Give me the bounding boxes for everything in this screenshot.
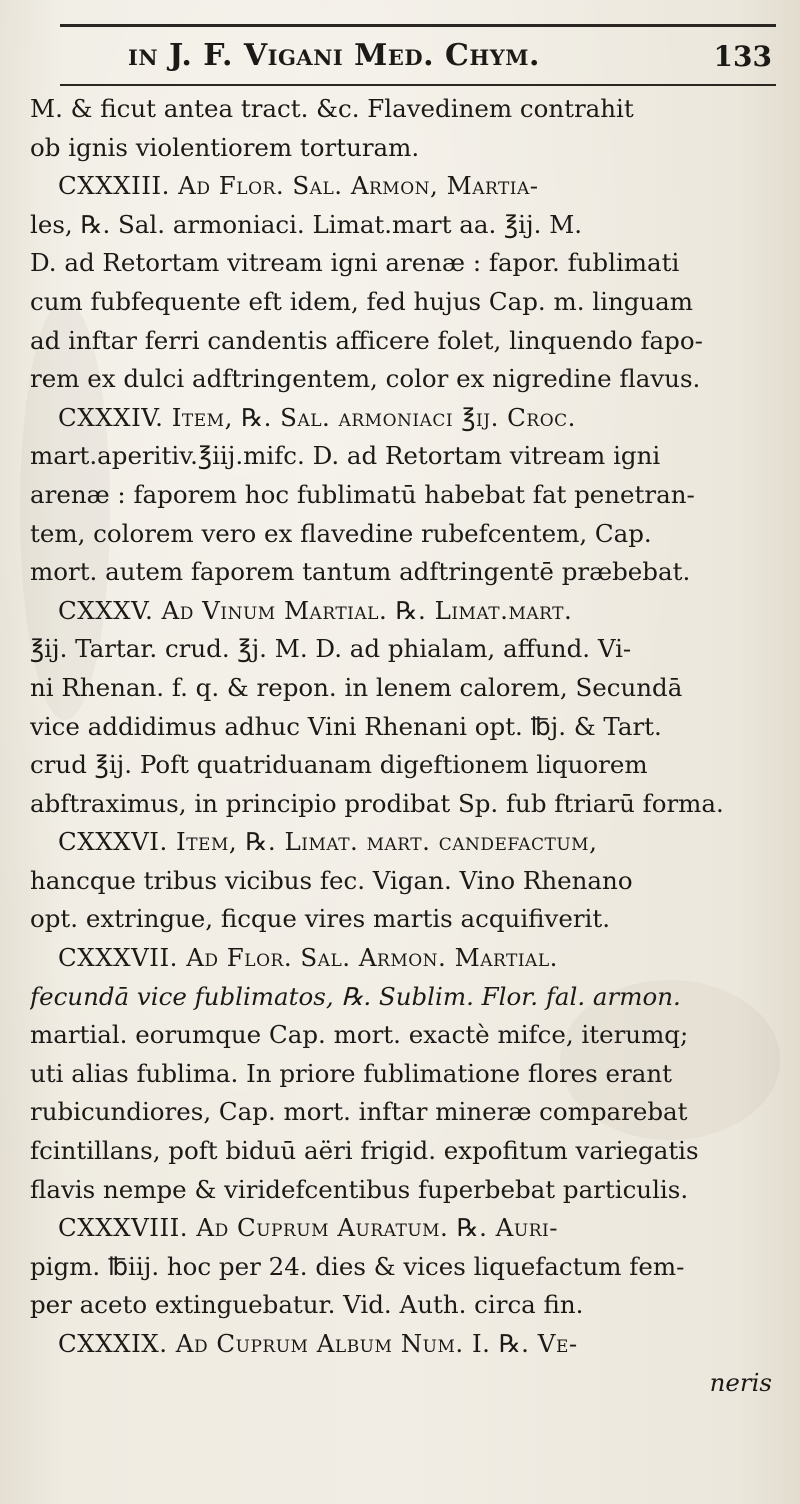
text-line: fcintillans, poft biduū aëri frigid. expofitum variegatis: [30, 1136, 699, 1166]
running-head: [0, 38, 800, 78]
recipe-heading-line: CXXXVII. Ad Flor. Sal. Armon. Martial.: [58, 943, 558, 973]
top-rule: [60, 24, 776, 27]
text-line: mort. autem faporem tantum adftringentē præbebat.: [30, 557, 691, 587]
text-line: flavis nempe & viridefcentibus fuperbebat particulis.: [30, 1174, 689, 1204]
text-line: arenæ : faporem hoc fublimatū habebat fat penetran-: [30, 479, 695, 509]
recipe-heading-line: CXXXVIII. Ad Cuprum Auratum. ℞. Auri-: [58, 1213, 558, 1243]
running-head-text: in J. F. Vigani Med. Chym.: [128, 38, 540, 73]
catchword: neris: [709, 1367, 772, 1397]
text-line: uti alias fublima. In priore fublimatione flores erant: [30, 1058, 672, 1088]
recipe-heading-line: CXXXIV. Item, ℞. Sal. armoniaci ℥ij. Croc.: [58, 402, 576, 432]
text-line: per aceto extinguebatur. Vid. Auth. circa fin.: [30, 1290, 584, 1320]
head-rule: [60, 84, 776, 86]
text-line: opt. extringue, ficque vires martis acquifiverit.: [30, 904, 611, 934]
text-line: M. & ficut antea tract. &c. Flavedinem contrahit: [30, 94, 634, 123]
text-line: ob ignis violentiorem torturam.: [30, 132, 420, 162]
text-line: rem ex dulci adftringentem, color ex nigredine flavus.: [30, 364, 701, 394]
recipe-heading-line: CXXXV. Ad Vinum Martial. ℞. Limat.mart.: [58, 595, 573, 625]
text-line: cum fubfequente eft idem, fed hujus Cap. m. linguam: [30, 286, 694, 316]
page-number: 133: [713, 40, 772, 73]
text-line: hancque tribus vicibus fec. Vigan. Vino Rhenano: [30, 865, 633, 895]
text-line: D. ad Retortam vitream igni arenæ : fapor. fublimati: [30, 248, 680, 278]
text-line: ad inftar ferri candentis afficere folet, linquendo fapo-: [30, 325, 703, 355]
recipe-heading-line: CXXXIX. Ad Cuprum Album Num. I. ℞. Ve-: [58, 1329, 578, 1358]
text-line: crud ℥ij. Poft quatriduanam digeftionem liquorem: [30, 750, 648, 780]
recipe-heading-line: CXXXVI. Item, ℞. Limat. mart. candefactum,: [58, 827, 598, 857]
text-line: mart.aperitiv.℥iij.mifc. D. ad Retortam vitream igni: [30, 441, 661, 471]
text-line: vice addidimus adhuc Vini Rhenani opt. ℔j. & Tart.: [30, 711, 662, 741]
text-line: martial. eorumque Cap. mort. exactè mifce, iterumq;: [30, 1020, 689, 1050]
text-line: abftraximus, in principio prodibat Sp. fub ftriarū forma.: [30, 788, 724, 818]
text-line: pigm. ℔iij. hoc per 24. dies & vices liquefactum fem-: [30, 1251, 685, 1281]
recipe-heading-line: CXXXIII. Ad Flor. Sal. Armon, Martia-: [58, 171, 539, 201]
body-text: [30, 90, 786, 1402]
text-line: les, ℞. Sal. armoniaci. Limat.mart aa. ℥ij. M.: [30, 209, 583, 239]
text-line: fecundā vice fublimatos, ℞. Sublim. Flor. fal. armon.: [30, 981, 681, 1011]
text-line: tem, colorem vero ex flavedine rubefcentem, Cap.: [30, 518, 652, 548]
text-line: ni Rhenan. f. q. & repon. in lenem calorem, Secundā: [30, 672, 683, 702]
text-line: ℥ij. Tartar. crud. ℥j. M. D. ad phialam, affund. Vi-: [30, 634, 632, 664]
text-line: rubicundiores, Cap. mort. inftar mineræ comparebat: [30, 1097, 688, 1127]
